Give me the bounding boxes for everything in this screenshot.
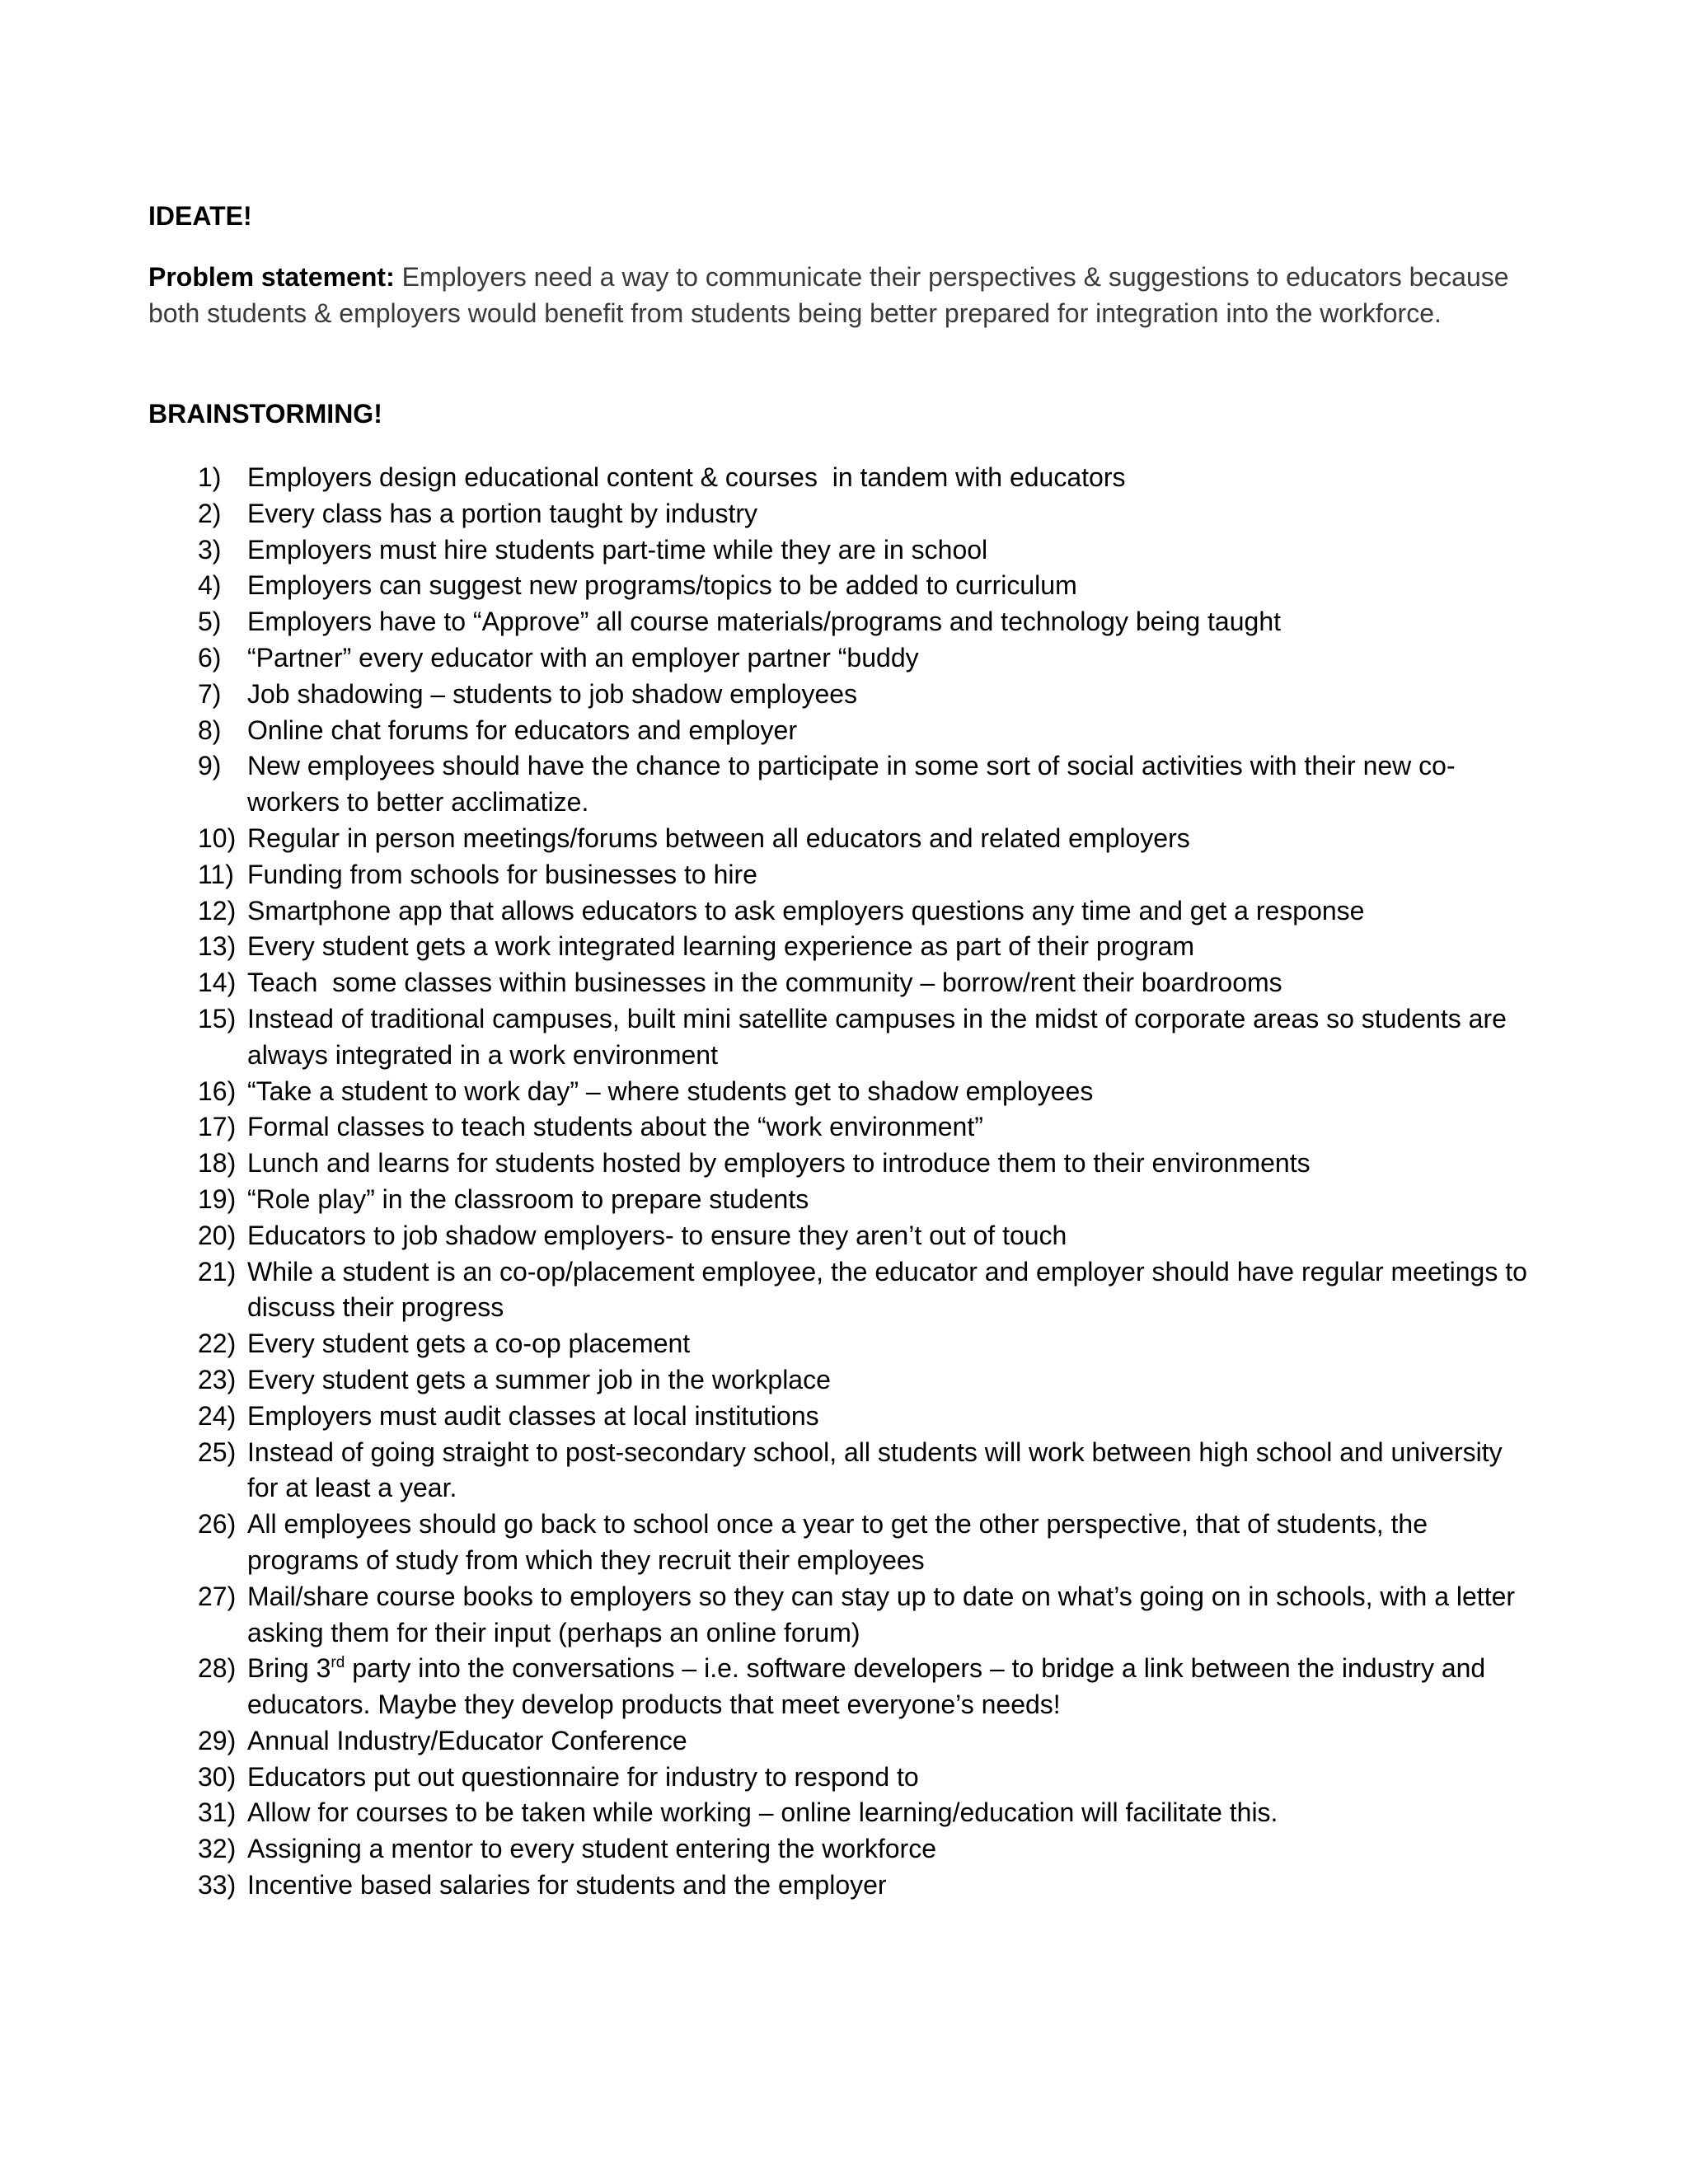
list-item <box>148 1182 1533 1218</box>
list-item-number: 30) <box>198 1761 237 1792</box>
list-item-text: “Partner” every educator with an employer partner “buddy <box>247 642 919 673</box>
list-item-number: 9) <box>198 751 222 781</box>
list-item-number: 10) <box>198 823 237 853</box>
heading-ideate: IDEATE! <box>148 201 252 231</box>
list-item <box>148 1435 1533 1507</box>
list-item-number: 24) <box>198 1400 237 1431</box>
list-item <box>148 1507 1533 1579</box>
list-item-text-part: Bring 3 <box>247 1653 331 1684</box>
list-item-text: Employers can suggest new programs/topics to be added to curriculum <box>247 570 1077 601</box>
list-item-number: 28) <box>198 1653 237 1684</box>
list-item-number: 1) <box>198 462 222 492</box>
list-item-number: 15) <box>198 1003 237 1033</box>
list-item <box>148 821 1533 857</box>
list-item-number: 23) <box>198 1364 237 1394</box>
list-item <box>148 1723 1533 1760</box>
list-item <box>148 965 1533 1001</box>
list-item-number: 25) <box>198 1436 237 1467</box>
list-item-text: Teach some classes within businesses in the community – borrow/rent their boardrooms <box>247 968 1282 998</box>
brainstorm-list <box>148 460 1533 1904</box>
list-item-text: Formal classes to teach students about the “work environment” <box>247 1112 983 1142</box>
list-item <box>148 604 1533 640</box>
list-item-text: Lunch and learns for students hosted by employers to introduce them to their environments <box>247 1148 1311 1179</box>
list-item-number: 32) <box>198 1834 237 1864</box>
list-item <box>148 1399 1533 1435</box>
list-item-text: Employers have to “Approve” all course materials/programs and technology being taught <box>247 607 1281 637</box>
list-item <box>148 1326 1533 1362</box>
list-item-text: Educators put out questionnaire for industry to respond to <box>247 1761 919 1792</box>
list-item-text: Mail/share course books to employers so they can stay up to date on what’s going on in schools, with a letter asking them for their input (perhaps an online forum) <box>247 1581 1522 1647</box>
list-item-text: Regular in person meetings/forums between all educators and related employers <box>247 823 1190 853</box>
list-item <box>148 532 1533 569</box>
list-item-number: 3) <box>198 534 222 565</box>
list-item-text-part: party into the conversations – i.e. software developers – to bridge a link between the industry and educators. Maybe they develop products that meet everyone’s needs! <box>247 1653 1493 1720</box>
problem-statement <box>148 259 1533 331</box>
list-item <box>148 496 1533 532</box>
list-item-number: 29) <box>198 1725 237 1755</box>
list-item <box>148 1579 1533 1652</box>
list-item-text: Job shadowing – students to job shadow employees <box>247 678 858 709</box>
list-item-number: 6) <box>198 642 222 673</box>
superscript-ordinal: rd <box>331 1654 345 1672</box>
list-item-text: Instead of going straight to post-secondary school, all students will work between high school and university for at least a year. <box>247 1436 1510 1503</box>
list-item <box>148 857 1533 893</box>
list-item-number: 2) <box>198 498 222 528</box>
list-item-number: 12) <box>198 895 237 926</box>
list-item <box>148 1651 1533 1723</box>
heading-brainstorming: BRAINSTORMING! <box>148 399 382 429</box>
list-item <box>148 1254 1533 1327</box>
list-item-text: Employers must audit classes at local institutions <box>247 1400 819 1431</box>
list-item <box>148 1074 1533 1110</box>
list-item-text: Incentive based salaries for students and the employer <box>247 1870 887 1900</box>
list-item-number: 26) <box>198 1509 237 1540</box>
list-item-number: 7) <box>198 678 222 709</box>
list-item-text: While a student is an co-op/placement employee, the educator and employer should have regular meetings to discuss their progress <box>247 1256 1535 1323</box>
list-item-text: Employers must hire students part-time while they are in school <box>247 534 988 565</box>
list-item-text: Every student gets a work integrated learning experience as part of their program <box>247 931 1195 962</box>
list-item-number: 18) <box>198 1148 237 1179</box>
list-item-text: Every student gets a co-op placement <box>247 1329 691 1359</box>
list-item-text: “Role play” in the classroom to prepare students <box>247 1183 809 1214</box>
list-item <box>148 748 1533 821</box>
list-item-number: 22) <box>198 1329 237 1359</box>
list-item-number: 14) <box>198 968 237 998</box>
list-item-number: 19) <box>198 1183 237 1214</box>
list-item-number: 33) <box>198 1870 237 1900</box>
list-item <box>148 1362 1533 1399</box>
list-item-number: 21) <box>198 1256 237 1286</box>
list-item <box>148 893 1533 930</box>
list-item-text: Allow for courses to be taken while working – online learning/education will facilitate this. <box>247 1797 1278 1828</box>
list-item-number: 20) <box>198 1220 237 1250</box>
list-item <box>148 1146 1533 1182</box>
list-item-text: Every class has a portion taught by industry <box>247 498 757 528</box>
list-item-number: 17) <box>198 1112 237 1142</box>
list-item <box>148 1109 1533 1146</box>
list-item <box>148 1868 1533 1904</box>
list-item <box>148 1001 1533 1074</box>
list-item <box>148 929 1533 965</box>
list-item <box>148 1831 1533 1868</box>
problem-statement-text: Employers need a way to communicate their perspectives & suggestions to educators because both students & employers would benefit from students being better prepared for integration into the workforce. <box>148 262 1509 328</box>
list-item <box>148 1218 1533 1254</box>
list-item <box>148 568 1533 604</box>
list-item-text <box>247 1653 1493 1719</box>
list-item <box>148 1760 1533 1796</box>
list-item-text: Funding from schools for businesses to hire <box>247 859 757 889</box>
list-item-text: Smartphone app that allows educators to ask employers questions any time and get a response <box>247 895 1365 926</box>
list-item <box>148 1795 1533 1831</box>
list-item-text: Annual Industry/Educator Conference <box>247 1725 687 1755</box>
list-item <box>148 460 1533 496</box>
list-item-number: 27) <box>198 1581 237 1611</box>
list-item-number: 16) <box>198 1076 237 1106</box>
list-item-text: All employees should go back to school once a year to get the other perspective, that of students, the programs of study from which they recruit their employees <box>247 1509 1435 1575</box>
list-item-number: 5) <box>198 607 222 637</box>
list-item-number: 13) <box>198 931 237 962</box>
list-item-text: Instead of traditional campuses, built mini satellite campuses in the midst of corporate areas so students are always integrated in a work environment <box>247 1003 1514 1070</box>
list-item-text: New employees should have the chance to participate in some sort of social activities with their new co-workers to better acclimatize. <box>247 751 1456 818</box>
list-item <box>148 640 1533 677</box>
list-item-number: 31) <box>198 1797 237 1828</box>
list-item-number: 8) <box>198 715 222 745</box>
list-item-text: Online chat forums for educators and employer <box>247 715 797 745</box>
list-item <box>148 677 1533 713</box>
list-item-text: Every student gets a summer job in the workplace <box>247 1364 831 1394</box>
problem-statement-label: Problem statement: <box>148 262 395 292</box>
list-item-text: Employers design educational content & courses in tandem with educators <box>247 462 1126 492</box>
list-item-text: Assigning a mentor to every student entering the workforce <box>247 1834 936 1864</box>
list-item-number: 11) <box>198 859 234 889</box>
list-item-number: 4) <box>198 570 222 601</box>
list-item-text: Educators to job shadow employers- to ensure they aren’t out of touch <box>247 1220 1067 1250</box>
list-item-text: “Take a student to work day” – where students get to shadow employees <box>247 1076 1094 1106</box>
list-item <box>148 713 1533 749</box>
